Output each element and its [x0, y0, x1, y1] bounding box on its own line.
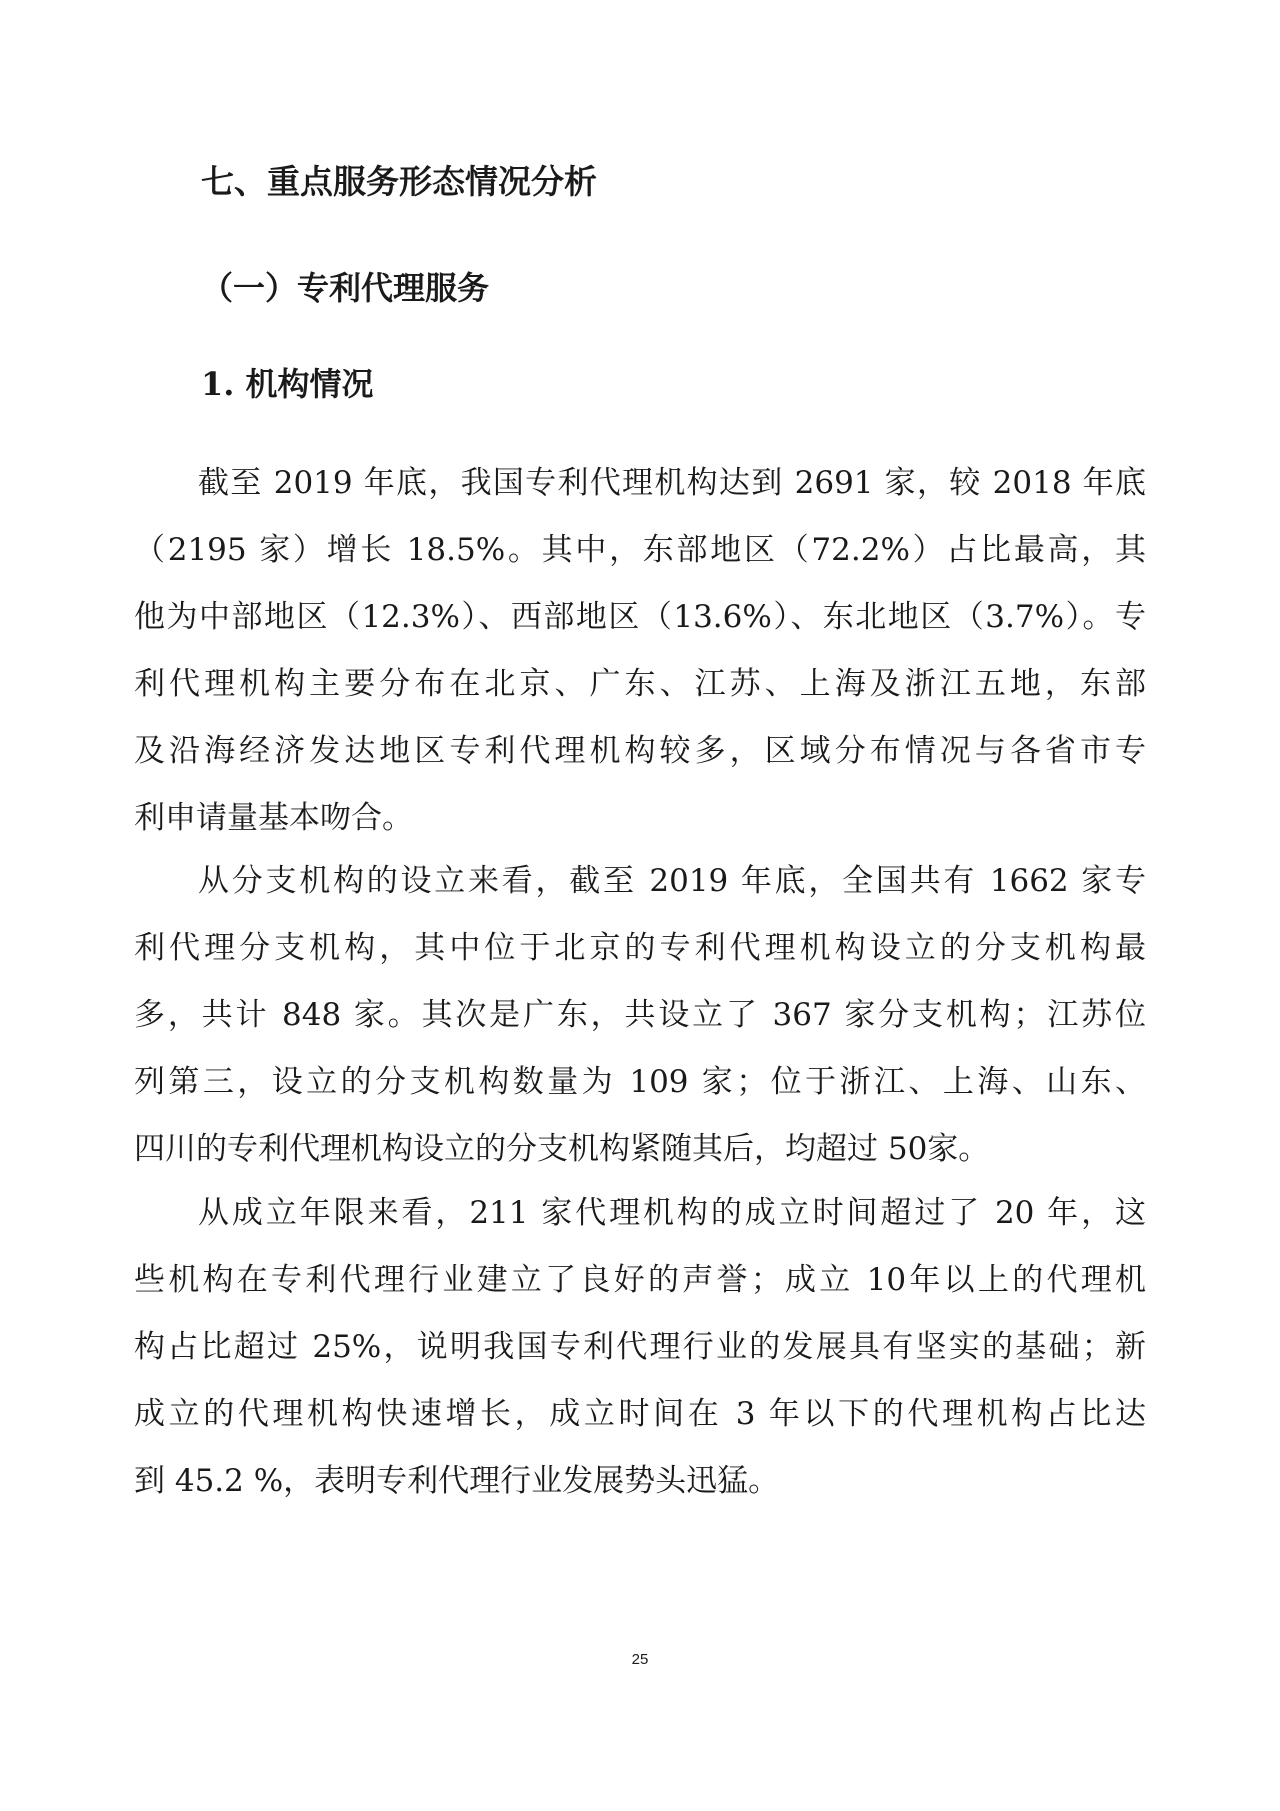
paragraph-line: 多，共计 848 家。其次是广东，共设立了 367 家分支机构；江苏位 — [134, 997, 1146, 1033]
paragraph-line: 从分支机构的设立来看，截至 2019 年底，全国共有 1662 家专 — [198, 863, 1146, 899]
section-heading: 七、重点服务形态情况分析 — [201, 162, 597, 201]
paragraph-line: 些机构在专利代理行业建立了良好的声誉；成立 10年以上的代理机 — [134, 1262, 1146, 1298]
paragraph-line: 利代理分支机构，其中位于北京的专利代理机构设立的分支机构最 — [134, 930, 1146, 966]
paragraph-branch-offices — [134, 848, 1146, 1183]
paragraph-line: 构占比超过 25%，说明我国专利代理行业的发展具有坚实的基础；新 — [134, 1329, 1146, 1365]
paragraph-line: 及沿海经济发达地区专利代理机构较多，区域分布情况与各省市专 — [134, 733, 1146, 769]
paragraph-line: 截至 2019 年底，我国专利代理机构达到 2691 家，较 2018 年底 — [198, 465, 1146, 501]
paragraph-line: 利代理机构主要分布在北京、广东、江苏、上海及浙江五地，东部 — [134, 666, 1146, 702]
paragraph-establishment-years — [134, 1180, 1146, 1515]
paragraph-line: （2195 家）增长 18.5%。其中，东部地区（72.2%）占比最高，其 — [134, 532, 1146, 568]
paragraph-line: 列第三，设立的分支机构数量为 109 家；位于浙江、上海、山东、 — [134, 1064, 1146, 1100]
paragraph-line: 他为中部地区（12.3%）、西部地区（13.6%）、东北地区（3.7%）。专 — [134, 599, 1146, 635]
paragraph-line: 从成立年限来看，211 家代理机构的成立时间超过了 20 年，这 — [198, 1195, 1146, 1231]
paragraph-line: 到 45.2 %，表明专利代理行业发展势头迅猛。 — [134, 1463, 780, 1499]
subsubsection-heading: 1. 机构情况 — [201, 365, 374, 403]
paragraph-institution-count — [134, 450, 1146, 852]
page-number: 25 — [631, 1651, 649, 1668]
paragraph-line: 利申请量基本吻合。 — [134, 800, 413, 836]
subsection-heading: （一）专利代理服务 — [201, 269, 490, 307]
paragraph-line: 成立的代理机构快速增长，成立时间在 3 年以下的代理机构占比达 — [134, 1396, 1146, 1432]
paragraph-line: 四川的专利代理机构设立的分支机构紧随其后，均超过 50家。 — [134, 1131, 990, 1167]
